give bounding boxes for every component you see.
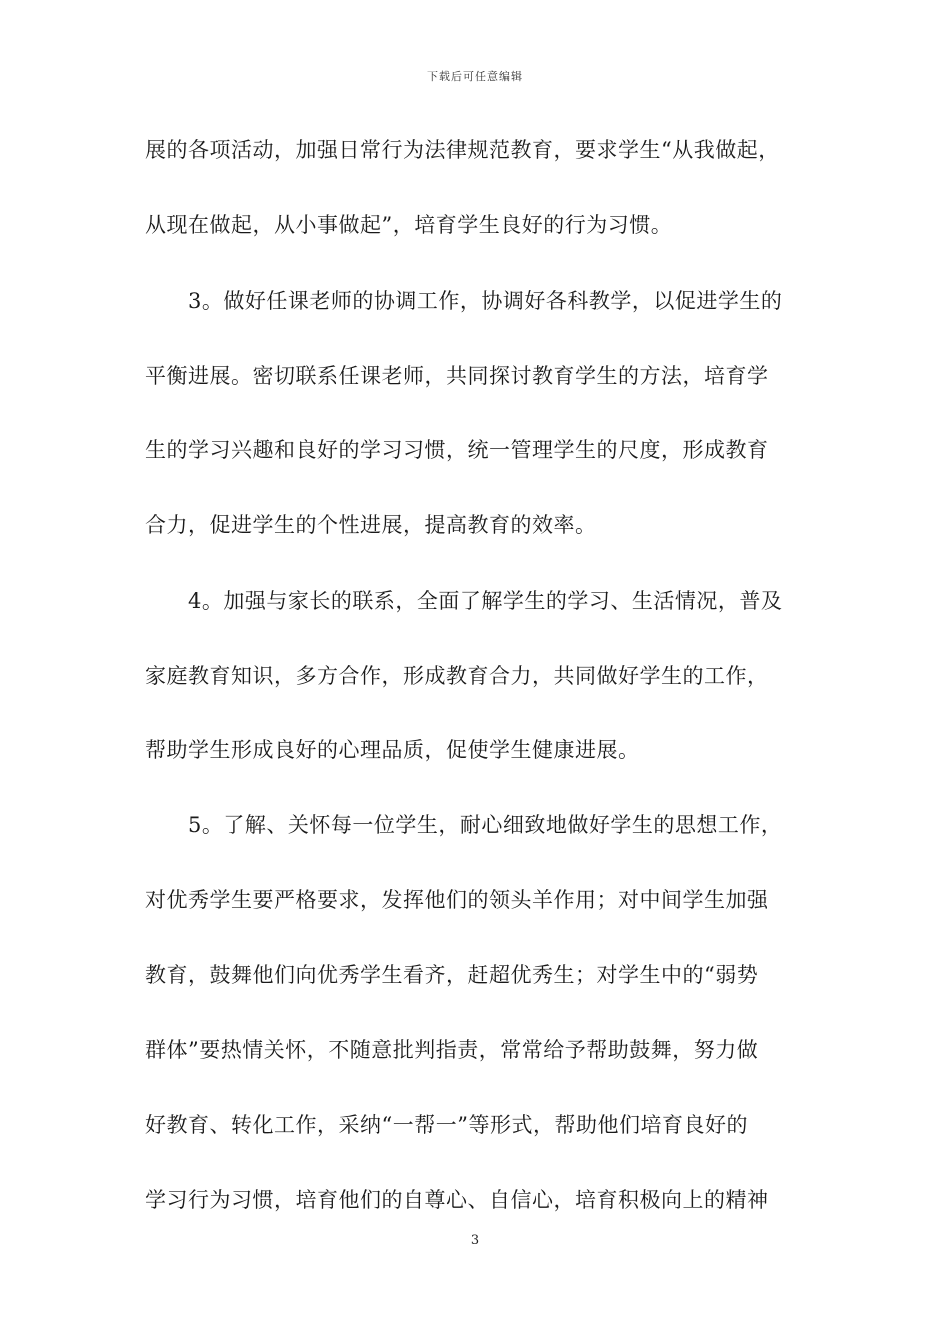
text-line: 学习行为习惯，培育他们的自尊心、自信心，培育积极向上的精神 <box>145 1188 769 1212</box>
text-line: 从现在做起，从小事做起”，培育学生良好的行为习惯。 <box>145 213 673 237</box>
page-number: 3 <box>470 1233 480 1248</box>
text-line: 家庭教育知识，多方合作，形成教育合力，共同做好学生的工作， <box>145 664 769 688</box>
text-line: 生的学习兴趣和良好的学习习惯，统一管理学生的尺度，形成教育 <box>145 438 769 462</box>
text-line: 展的各项活动，加强日常行为法律规范教育，要求学生“从我做起， <box>145 138 780 162</box>
text-line: 3。做好任课老师的协调工作，协调好各科教学，以促进学生的 <box>145 289 783 313</box>
text-line: 帮助学生形成良好的心理品质，促使学生健康进展。 <box>145 738 640 762</box>
text-line: 对优秀学生要严格要求，发挥他们的领头羊作用；对中间学生加强 <box>145 888 769 912</box>
text-line: 合力，促进学生的个性进展，提高教育的效率。 <box>145 513 597 537</box>
text-line: 群体”要热情关怀，不随意批判指责，常常给予帮助鼓舞，努力做 <box>145 1038 759 1062</box>
page-header: 下载后可任意编辑 <box>427 70 523 83</box>
text-line: 5。了解、关怀每一位学生，耐心细致地做好学生的思想工作， <box>145 813 783 837</box>
text-line: 好教育、转化工作，采纳“一帮一”等形式，帮助他们培育良好的 <box>145 1113 748 1137</box>
text-line: 教育，鼓舞他们向优秀学生看齐，赶超优秀生；对学生中的“弱势 <box>145 963 759 987</box>
text-line: 平衡进展。密切联系任课老师，共同探讨教育学生的方法，培育学 <box>145 364 769 388</box>
text-line: 4。加强与家长的联系，全面了解学生的学习、生活情况，普及 <box>145 589 783 613</box>
